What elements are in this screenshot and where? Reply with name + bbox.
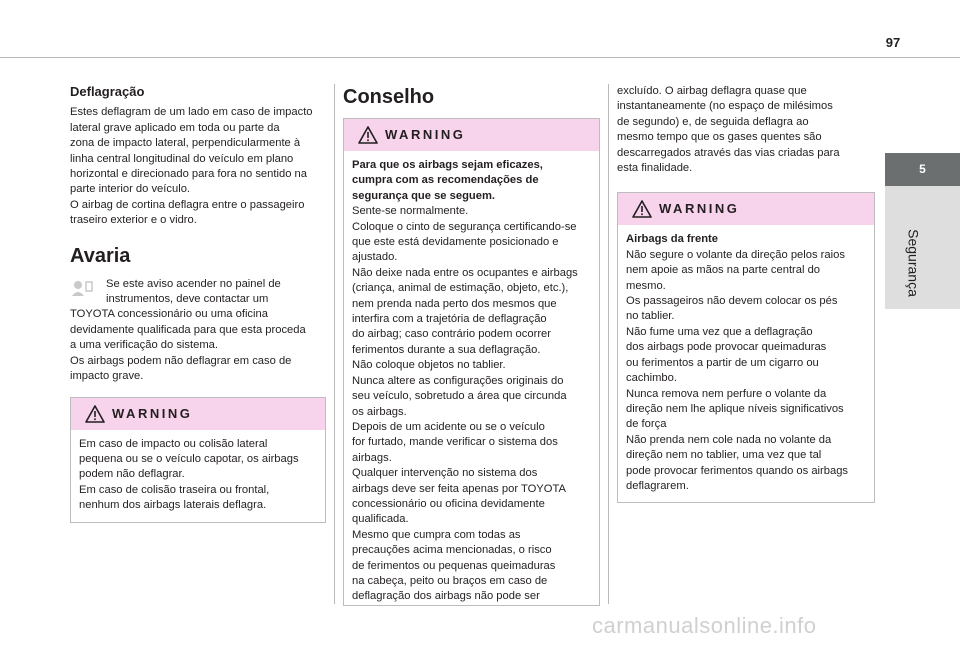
avaria-text: TOYOTA concessionário ou uma oficina devidamente qualificada para que esta proceda a uma verificação do sistema. Os airbags podem não deflagrar em caso de impacto grave. xyxy=(70,308,306,383)
warning-text: Em caso de impacto ou colisão lateral pequena ou se o veículo capotar, os airbags podem não deflagrar. Em caso de colisão traseira ou frontal, nenhum dos airbags laterais deflagra. xyxy=(79,437,299,512)
warning-triangle-icon xyxy=(85,405,105,423)
warning-title: WARNING xyxy=(659,201,740,217)
warning-text: Sente-se normalmente. Coloque o cinto de segurança certificando-se que este está devidamente posicionado e ajustado. Não deixe nada entre os ocupantes e airbags (criança, animal de estimação, objeto, etc.), nem prenda nada perto dos mesmos que interfira com a trajetória de deflagração do airbag; caso contrário podem ocorrer ferimentos durante a sua deflagração. Não coloque objetos no tablier. Nunca altere as configurações originais do seu veículo, sobretudo a área que circunda os airbags. Depois de um acidente ou se o veículo for furtado, mande verificar o sistema dos airbags. Qualquer intervenção no sistema dos airbags deve ser feita apenas por TOYOTA concessionário ou oficina devidamente qualificada. Mesmo que cumpra com todas as precauções acima mencionadas, o risco de ferimentos ou pequenas queimaduras na cabeça, peito ou braços em caso de deflagração dos airbags não pode ser xyxy=(352,205,578,603)
warning-box-side-impact xyxy=(70,397,326,523)
section-heading-deflagracao: Deflagração xyxy=(70,84,145,99)
warning-lead: Airbags da frente xyxy=(626,233,719,246)
column-divider-left xyxy=(334,84,335,604)
top-rule xyxy=(0,57,960,58)
warning-title: WARNING xyxy=(112,405,193,421)
column-2 xyxy=(343,84,600,606)
warning-text: Não segure o volante da direção pelos raios nem apoie as mãos na parte central do mesmo. Os passageiros não devem colocar os pés no tablier. Não fume uma vez que a deflagração dos airbags pode provocar queimaduras ou ferimentos a partir de um cigarro ou cachimbo. Nunca remova nem perfure o volante da direção nem lhe aplique níveis significativos de força Não prenda nem cole nada no volante da direção nem no tablier, uma vez que tal pode provocar ferimentos quando os airbags deflagrarem. xyxy=(626,248,849,492)
column-divider-right xyxy=(608,84,609,604)
chapter-number-tab[interactable]: 5 xyxy=(885,153,960,186)
continued-text: excluído. O airbag deflagra quase que instantaneamente (no espaço de milésimos de segundo) e, de seguida deflagra ao mesmo tempo que os gases quentes são descarregados através das vias criadas para esta finalidade. xyxy=(617,85,840,175)
watermark: carmanualsonline.info xyxy=(592,613,817,638)
chapter-title xyxy=(898,218,928,308)
warning-box-front-airbags xyxy=(617,192,875,503)
page-number: 97 xyxy=(885,35,901,50)
warning-title: WARNING xyxy=(385,127,466,142)
info-note-icon xyxy=(70,279,94,297)
warning-body xyxy=(71,430,325,522)
warning-body xyxy=(344,151,599,605)
warning-header xyxy=(344,119,599,151)
section-heading-conselho: Conselho xyxy=(343,86,435,108)
avaria-note xyxy=(70,277,326,308)
warning-header xyxy=(71,398,325,430)
warning-triangle-icon xyxy=(358,126,378,144)
chapter-title-text: Segurança xyxy=(905,229,922,297)
section-heading-avaria: Avaria xyxy=(70,244,131,267)
warning-body xyxy=(618,225,874,502)
avaria-text-indented: Se este aviso acender no painel de instrumentos, deve contactar um xyxy=(106,277,281,306)
column-3 xyxy=(617,84,875,503)
warning-box-recommendations xyxy=(343,118,600,606)
warning-triangle-icon xyxy=(632,200,652,218)
column-1 xyxy=(70,84,326,523)
warning-lead: Para que os airbags sejam eficazes, cumpra com as recomendações de segurança que se seguem. xyxy=(352,159,543,202)
warning-header xyxy=(618,193,874,225)
deflagracao-text: Estes deflagram de um lado em caso de impacto lateral grave aplicado em toda ou parte da zona de impacto lateral, perpendicularmente à linha central longitudinal do veículo em plano horizontal e direcionado para fora no sentido na parte interior do veículo. O airbag de cortina deflagra entre o passageiro traseiro exterior e o vidro. xyxy=(70,106,313,227)
